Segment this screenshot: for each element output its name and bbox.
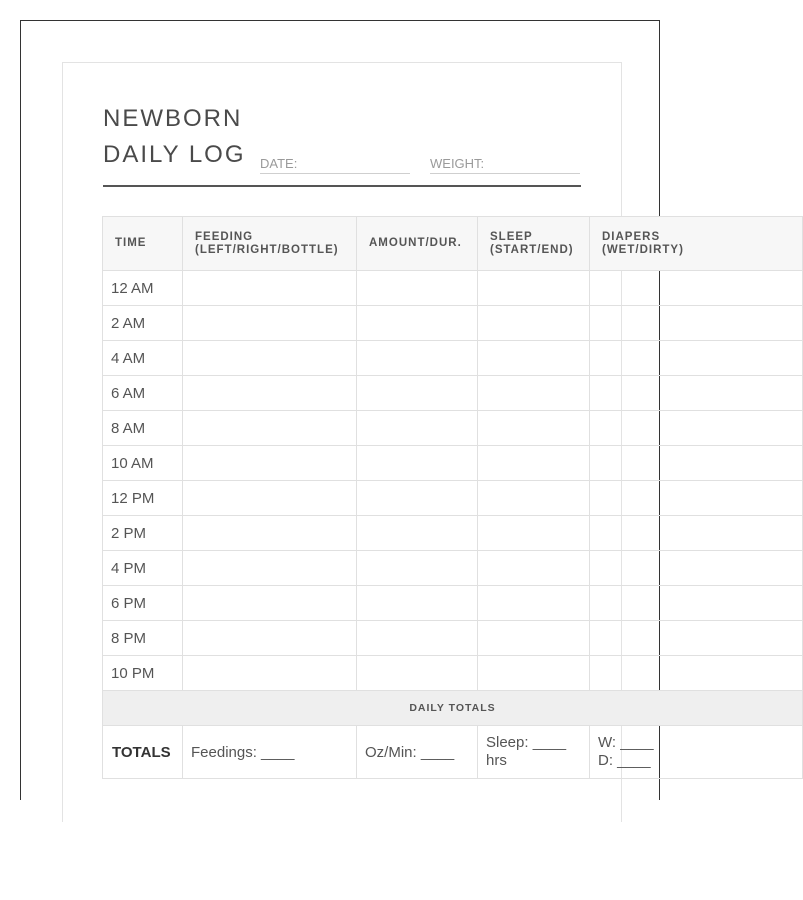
- amount-cell[interactable]: [357, 446, 478, 481]
- title-line-1: NEWBORN: [103, 105, 243, 132]
- time-cell: 8 PM: [103, 621, 183, 656]
- diapers-cell[interactable]: [590, 621, 803, 656]
- table-row: [103, 446, 803, 481]
- sleep-cell[interactable]: [478, 516, 590, 551]
- diapers-cell[interactable]: [590, 341, 803, 376]
- totals-feedings[interactable]: Feedings: ____: [183, 726, 357, 779]
- totals-label: TOTALS: [103, 726, 183, 779]
- sleep-cell[interactable]: [478, 306, 590, 341]
- col-header-amount: AMOUNT/DUR.: [357, 217, 478, 271]
- table-row: [103, 306, 803, 341]
- col-header-diapers: DIAPERS (WET/DIRTY): [590, 217, 803, 271]
- time-cell: 4 AM: [103, 341, 183, 376]
- diapers-cell[interactable]: [590, 446, 803, 481]
- amount-cell[interactable]: [357, 411, 478, 446]
- table-row: [103, 621, 803, 656]
- diapers-cell[interactable]: [590, 551, 803, 586]
- amount-cell[interactable]: [357, 306, 478, 341]
- diapers-cell[interactable]: [590, 656, 803, 691]
- sleep-cell[interactable]: [478, 481, 590, 516]
- feeding-cell[interactable]: [183, 271, 357, 306]
- totals-oz-min[interactable]: Oz/Min: ____: [357, 726, 478, 779]
- feeding-cell[interactable]: [183, 341, 357, 376]
- sleep-cell[interactable]: [478, 551, 590, 586]
- amount-cell[interactable]: [357, 516, 478, 551]
- amount-cell[interactable]: [357, 551, 478, 586]
- header-divider: [103, 185, 581, 187]
- feeding-cell[interactable]: [183, 586, 357, 621]
- diapers-cell[interactable]: [590, 376, 803, 411]
- totals-row: [103, 726, 803, 779]
- sleep-cell[interactable]: [478, 586, 590, 621]
- table-row: [103, 271, 803, 306]
- weight-field[interactable]: WEIGHT:: [430, 154, 580, 174]
- col-header-time: TIME: [103, 217, 183, 271]
- amount-cell[interactable]: [357, 586, 478, 621]
- time-cell: 10 AM: [103, 446, 183, 481]
- sleep-cell[interactable]: [478, 376, 590, 411]
- amount-cell[interactable]: [357, 656, 478, 691]
- date-field[interactable]: DATE:: [260, 154, 410, 174]
- amount-cell[interactable]: [357, 621, 478, 656]
- feeding-cell[interactable]: [183, 446, 357, 481]
- sleep-cell[interactable]: [478, 341, 590, 376]
- sleep-cell[interactable]: [478, 656, 590, 691]
- diapers-cell[interactable]: [590, 271, 803, 306]
- totals-diapers[interactable]: W: ____ D: ____: [590, 726, 803, 779]
- table-row: [103, 516, 803, 551]
- totals-sleep[interactable]: Sleep: ____ hrs: [478, 726, 590, 779]
- page-frame: [20, 20, 684, 800]
- time-cell: 10 PM: [103, 656, 183, 691]
- table-row: [103, 586, 803, 621]
- table-row: [103, 481, 803, 516]
- diapers-cell[interactable]: [590, 306, 803, 341]
- feeding-cell[interactable]: [183, 656, 357, 691]
- daily-totals-row: [103, 691, 803, 726]
- time-cell: 6 PM: [103, 586, 183, 621]
- amount-cell[interactable]: [357, 341, 478, 376]
- time-cell: 4 PM: [103, 551, 183, 586]
- time-cell: 12 AM: [103, 271, 183, 306]
- diapers-cell[interactable]: [590, 481, 803, 516]
- amount-cell[interactable]: [357, 481, 478, 516]
- feeding-cell[interactable]: [183, 621, 357, 656]
- amount-cell[interactable]: [357, 376, 478, 411]
- time-cell: 2 AM: [103, 306, 183, 341]
- diapers-cell[interactable]: [590, 586, 803, 621]
- time-cell: 8 AM: [103, 411, 183, 446]
- feeding-cell[interactable]: [183, 376, 357, 411]
- feeding-cell[interactable]: [183, 411, 357, 446]
- page-title: [103, 101, 246, 173]
- time-cell: 2 PM: [103, 516, 183, 551]
- sleep-cell[interactable]: [478, 411, 590, 446]
- sleep-cell[interactable]: [478, 621, 590, 656]
- time-cell: 12 PM: [103, 481, 183, 516]
- amount-cell[interactable]: [357, 271, 478, 306]
- table-row: [103, 341, 803, 376]
- title-line-2: DAILY LOG: [103, 141, 246, 168]
- table-row: [103, 411, 803, 446]
- feeding-cell[interactable]: [183, 551, 357, 586]
- diapers-cell[interactable]: [590, 516, 803, 551]
- sleep-cell[interactable]: [478, 446, 590, 481]
- feeding-cell[interactable]: [183, 516, 357, 551]
- table-row: [103, 551, 803, 586]
- table-header-row: [103, 217, 803, 271]
- sleep-cell[interactable]: [478, 271, 590, 306]
- daily-log-table: [102, 216, 803, 779]
- diapers-cell[interactable]: [590, 411, 803, 446]
- col-header-sleep: SLEEP (START/END): [478, 217, 590, 271]
- time-cell: 6 AM: [103, 376, 183, 411]
- daily-totals-label: DAILY TOTALS: [409, 702, 496, 714]
- table-row: [103, 376, 803, 411]
- feeding-cell[interactable]: [183, 306, 357, 341]
- col-header-feeding: FEEDING (LEFT/RIGHT/BOTTLE): [183, 217, 357, 271]
- feeding-cell[interactable]: [183, 481, 357, 516]
- table-row: [103, 656, 803, 691]
